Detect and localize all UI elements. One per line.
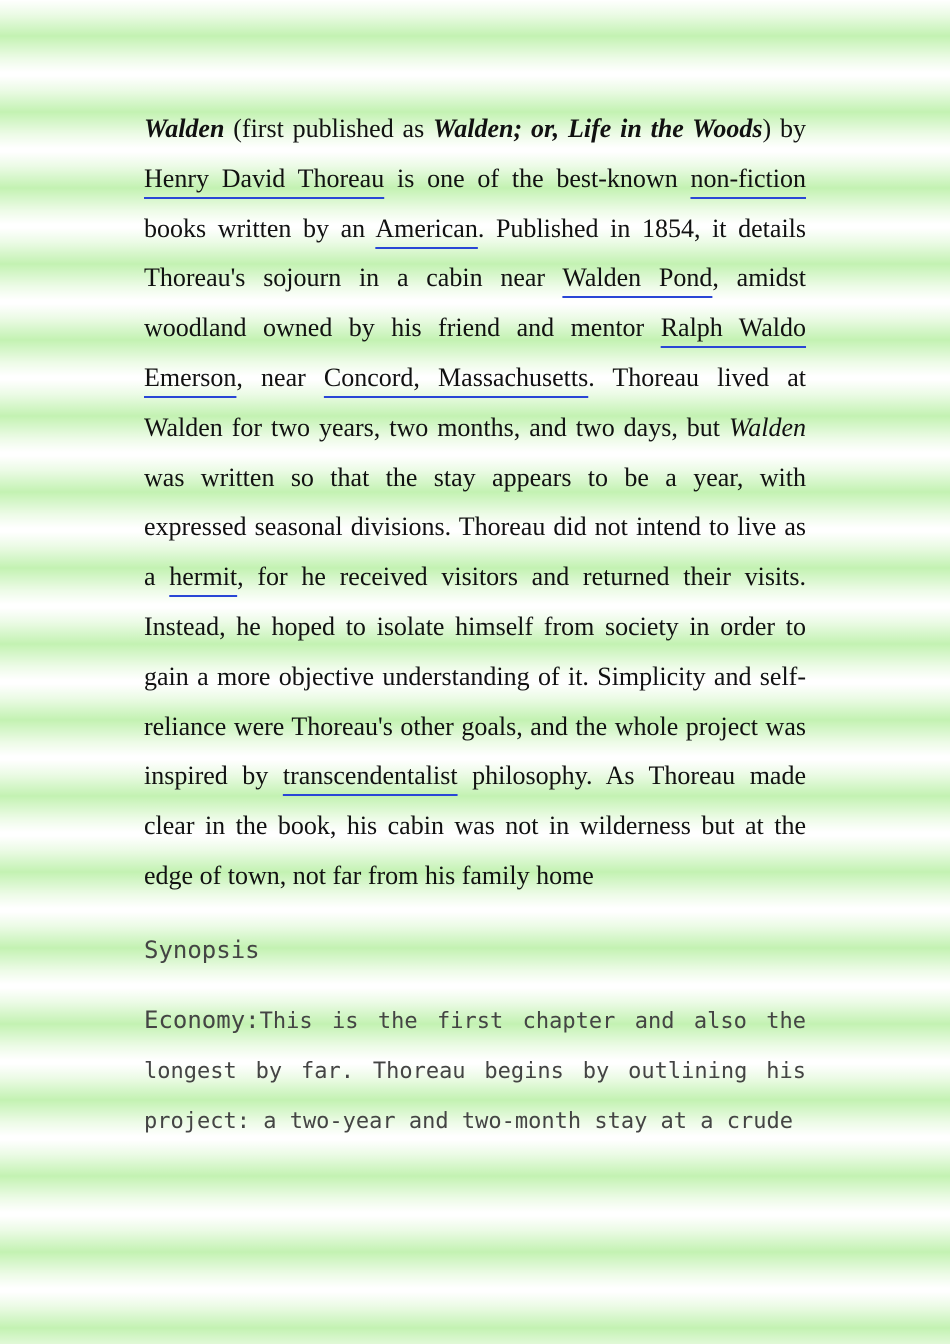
section-heading-synopsis: Synopsis: [144, 935, 260, 964]
text-run: ) by: [762, 114, 806, 143]
text-run: . Thoreau lived at Walden for two years, two months, and two days, but: [144, 362, 806, 442]
link-henry-david-thoreau[interactable]: Henry David Thoreau: [144, 163, 385, 193]
title-emphasis: Walden; or, Life in the Woods: [433, 114, 763, 143]
text-run: philosophy. As Thoreau made clear in the book, his cabin was not in wilderness but at the edge of town, not far from his family home: [144, 761, 806, 890]
document-page: [144, 104, 806, 1147]
article-paragraph: [144, 104, 806, 901]
link-concord-massachusetts[interactable]: Concord, Massachusetts: [323, 362, 589, 392]
chapter-term: Economy:: [144, 1005, 260, 1034]
link-transcendentalist[interactable]: transcendentalist: [282, 761, 458, 791]
link-hermit[interactable]: hermit: [169, 562, 238, 592]
title-emphasis: Walden: [144, 114, 225, 143]
link-ralph-waldo-emerson[interactable]: Ralph Waldo Emerson: [144, 313, 807, 392]
text-run: , for he received visitors and returned their visits. Instead, he hoped to isolate himself from society in order to gain a more objective understanding of it. Simplicity and self-reliance were Thoreau's other goals, and the whole project was inspired by: [144, 562, 806, 791]
link-american[interactable]: American: [375, 213, 478, 243]
chapter-text: This is the first chapter and also the longest by far. Thoreau begins by outlining his project: a two-year and two-month stay at a crude: [144, 1008, 806, 1134]
text-run: , amidst woodland owned by his friend and mentor: [144, 263, 806, 343]
text-run: is one of the best-known: [384, 163, 691, 193]
title-italic: Walden: [728, 412, 806, 442]
link-walden-pond[interactable]: Walden Pond: [562, 263, 713, 293]
text-run: . Published in 1854, it details Thoreau's sojourn in a cabin near: [144, 213, 807, 293]
link-non-fiction[interactable]: non-fiction: [690, 163, 806, 193]
text-run: books written by an: [144, 213, 376, 243]
text-run: was written so that the stay appears to be a year, with expressed seasonal divisions. Thoreau did not intend to live as a: [144, 462, 806, 592]
text-run: , near: [236, 362, 324, 392]
chapter-paragraph-economy: [144, 995, 806, 1147]
text-run: (first published as: [224, 114, 434, 143]
